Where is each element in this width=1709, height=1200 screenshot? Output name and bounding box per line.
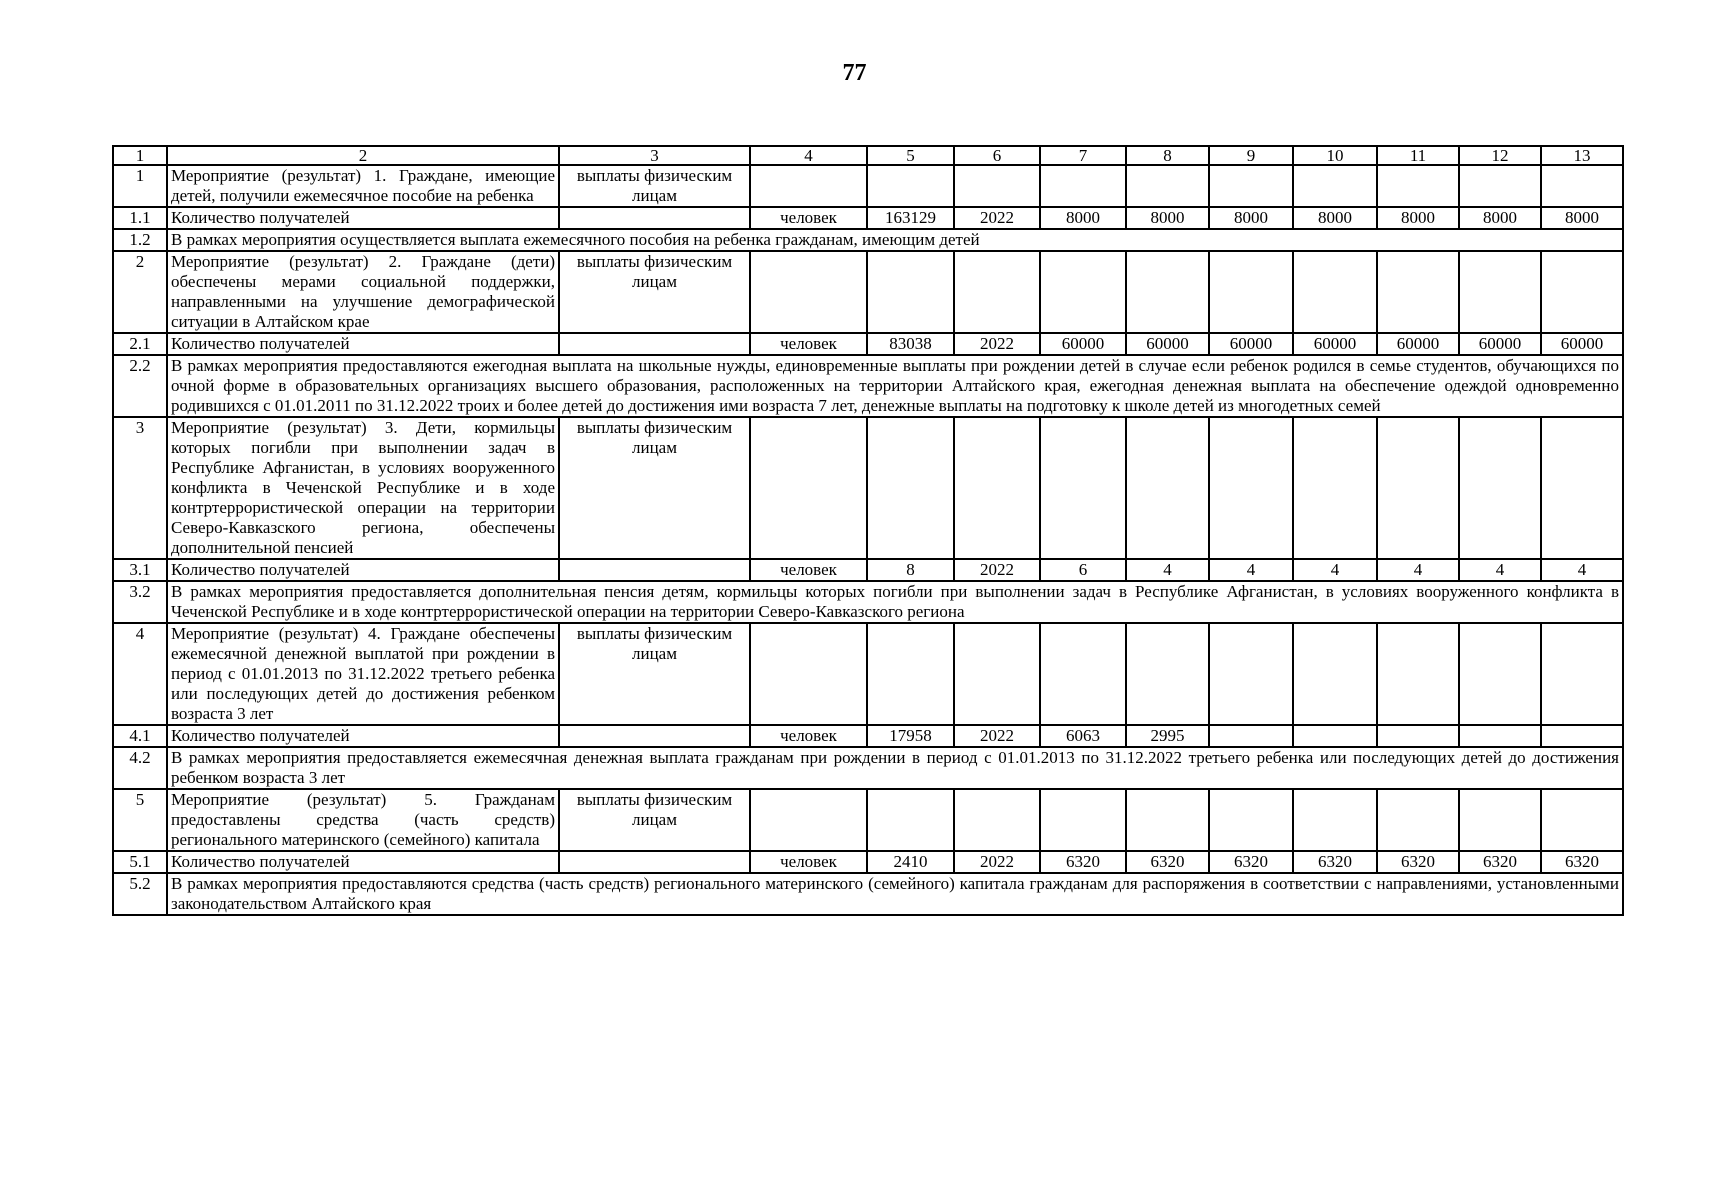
value-cell: 83038 <box>867 333 954 355</box>
unit-cell: человек <box>750 725 867 747</box>
indicator-row <box>113 725 1623 747</box>
unit-cell: человек <box>750 851 867 873</box>
value-cell: 4 <box>1377 559 1459 581</box>
indicator-label: Количество получателей <box>167 207 559 229</box>
column-number: 8 <box>1126 146 1209 165</box>
event-title: Мероприятие (результат) 3. Дети, кормильцы которых погибли при выполнении задач в Республике Афганистан, в условиях вооруженного конфликта в Чеченской Республике и в ходе контртеррористической операции на территории Северо-Кавказского региона, обеспечены дополнительной пенсией <box>167 417 559 559</box>
value-cell: 8000 <box>1126 207 1209 229</box>
value-cell: 163129 <box>867 207 954 229</box>
value-cell: 2022 <box>954 559 1040 581</box>
value-cell: 8000 <box>1377 207 1459 229</box>
column-number: 11 <box>1377 146 1459 165</box>
value-cell: 2022 <box>954 851 1040 873</box>
row-id: 1.1 <box>113 207 167 229</box>
value-cell: 8 <box>867 559 954 581</box>
indicator-label: Количество получателей <box>167 559 559 581</box>
event-row <box>113 251 1623 333</box>
row-id: 4.2 <box>113 747 167 789</box>
value-cell: 4 <box>1126 559 1209 581</box>
value-cell: 2022 <box>954 725 1040 747</box>
row-id: 5 <box>113 789 167 851</box>
value-cell <box>1209 725 1293 747</box>
row-id: 5.2 <box>113 873 167 915</box>
value-cell: 2995 <box>1126 725 1209 747</box>
indicator-row <box>113 333 1623 355</box>
value-cell: 60000 <box>1209 333 1293 355</box>
event-type: выплаты физическим лицам <box>559 251 750 333</box>
row-id: 1 <box>113 165 167 207</box>
value-cell: 2022 <box>954 333 1040 355</box>
event-type: выплаты физическим лицам <box>559 165 750 207</box>
description-row <box>113 873 1623 915</box>
event-type: выплаты физическим лицам <box>559 623 750 725</box>
value-cell: 2022 <box>954 207 1040 229</box>
row-id: 4.1 <box>113 725 167 747</box>
value-cell: 6320 <box>1541 851 1623 873</box>
description-text: В рамках мероприятия предоставляется дополнительная пенсия детям, кормильцы которых погибли при выполнении задач в Республике Афганистан, в условиях вооруженного конфликта в Чеченской Республике и в ходе контртеррористической операции на территории Северо-Кавказского региона <box>167 581 1623 623</box>
indicator-label: Количество получателей <box>167 725 559 747</box>
value-cell: 4 <box>1209 559 1293 581</box>
page-number: 77 <box>842 60 867 86</box>
row-id: 2.1 <box>113 333 167 355</box>
value-cell: 6320 <box>1040 851 1126 873</box>
value-cell: 8000 <box>1209 207 1293 229</box>
event-row <box>113 165 1623 207</box>
column-number: 10 <box>1293 146 1377 165</box>
value-cell: 60000 <box>1040 333 1126 355</box>
value-cell <box>1377 725 1459 747</box>
indicator-row <box>113 207 1623 229</box>
event-title: Мероприятие (результат) 5. Гражданам предоставлены средства (часть средств) регионального материнского (семейного) капитала <box>167 789 559 851</box>
row-id: 3 <box>113 417 167 559</box>
measures-table <box>112 145 1624 916</box>
description-text: В рамках мероприятия осуществляется выплата ежемесячного пособия на ребенка гражданам, имеющим детей <box>167 229 1623 251</box>
column-number: 3 <box>559 146 750 165</box>
value-cell: 60000 <box>1293 333 1377 355</box>
value-cell: 8000 <box>1459 207 1541 229</box>
value-cell: 6320 <box>1209 851 1293 873</box>
column-number: 7 <box>1040 146 1126 165</box>
unit-cell: человек <box>750 333 867 355</box>
description-row <box>113 581 1623 623</box>
event-row <box>113 417 1623 559</box>
column-number: 12 <box>1459 146 1541 165</box>
indicator-row <box>113 559 1623 581</box>
column-number: 2 <box>167 146 559 165</box>
row-id: 2 <box>113 251 167 333</box>
column-number: 13 <box>1541 146 1623 165</box>
column-number: 5 <box>867 146 954 165</box>
value-cell: 60000 <box>1377 333 1459 355</box>
description-row <box>113 355 1623 417</box>
column-number: 1 <box>113 146 167 165</box>
row-id: 5.1 <box>113 851 167 873</box>
indicator-label: Количество получателей <box>167 333 559 355</box>
event-title: Мероприятие (результат) 4. Граждане обеспечены ежемесячной денежной выплатой при рождении в период с 01.01.2013 по 31.12.2022 третьего ребенка или последующих детей до достижения ребенком возраста 3 лет <box>167 623 559 725</box>
unit-cell: человек <box>750 207 867 229</box>
description-row <box>113 229 1623 251</box>
row-id: 2.2 <box>113 355 167 417</box>
event-title: Мероприятие (результат) 1. Граждане, имеющие детей, получили ежемесячное пособие на ребенка <box>167 165 559 207</box>
description-text: В рамках мероприятия предоставляются средства (часть средств) регионального материнского (семейного) капитала гражданам для распоряжения в соответствии с направлениями, установленными законодательством Алтайского края <box>167 873 1623 915</box>
unit-cell: человек <box>750 559 867 581</box>
description-text: В рамках мероприятия предоставляются ежегодная выплата на школьные нужды, единовременные выплаты при рождении детей в случае если ребенок родился в семье студентов, обучающихся по очной форме в образовательных организациях высшего образования, расположенных на территории Алтайского края, ежегодная денежная выплата на обеспечение одеждой одновременно родившихся с 01.01.2011 по 31.12.2022 троих и более детей до достижения ими возраста 7 лет, денежные выплаты на подготовку к школе детей из многодетных семей <box>167 355 1623 417</box>
column-number: 6 <box>954 146 1040 165</box>
value-cell: 6320 <box>1459 851 1541 873</box>
value-cell: 60000 <box>1541 333 1623 355</box>
value-cell: 4 <box>1541 559 1623 581</box>
event-type: выплаты физическим лицам <box>559 789 750 851</box>
value-cell <box>1293 725 1377 747</box>
event-type: выплаты физическим лицам <box>559 417 750 559</box>
value-cell: 6320 <box>1126 851 1209 873</box>
description-row <box>113 747 1623 789</box>
value-cell: 6063 <box>1040 725 1126 747</box>
value-cell: 2410 <box>867 851 954 873</box>
value-cell: 8000 <box>1293 207 1377 229</box>
event-title: Мероприятие (результат) 2. Граждане (дети) обеспечены мерами социальной поддержки, направленными на улучшение демографической ситуации в Алтайском крае <box>167 251 559 333</box>
indicator-label: Количество получателей <box>167 851 559 873</box>
description-text: В рамках мероприятия предоставляется ежемесячная денежная выплата гражданам при рождении в период с 01.01.2013 по 31.12.2022 третьего ребенка или последующих детей до достижения ребенком возраста 3 лет <box>167 747 1623 789</box>
value-cell: 60000 <box>1126 333 1209 355</box>
value-cell: 60000 <box>1459 333 1541 355</box>
indicator-row <box>113 851 1623 873</box>
value-cell: 8000 <box>1541 207 1623 229</box>
value-cell <box>1541 725 1623 747</box>
row-id: 4 <box>113 623 167 725</box>
column-number: 9 <box>1209 146 1293 165</box>
event-row <box>113 789 1623 851</box>
value-cell: 4 <box>1293 559 1377 581</box>
row-id: 3.2 <box>113 581 167 623</box>
column-number: 4 <box>750 146 867 165</box>
row-id: 1.2 <box>113 229 167 251</box>
value-cell: 6 <box>1040 559 1126 581</box>
value-cell <box>1459 725 1541 747</box>
value-cell: 6320 <box>1377 851 1459 873</box>
value-cell: 17958 <box>867 725 954 747</box>
value-cell: 4 <box>1459 559 1541 581</box>
column-number-row <box>113 146 1623 165</box>
value-cell: 6320 <box>1293 851 1377 873</box>
event-row <box>113 623 1623 725</box>
value-cell: 8000 <box>1040 207 1126 229</box>
row-id: 3.1 <box>113 559 167 581</box>
